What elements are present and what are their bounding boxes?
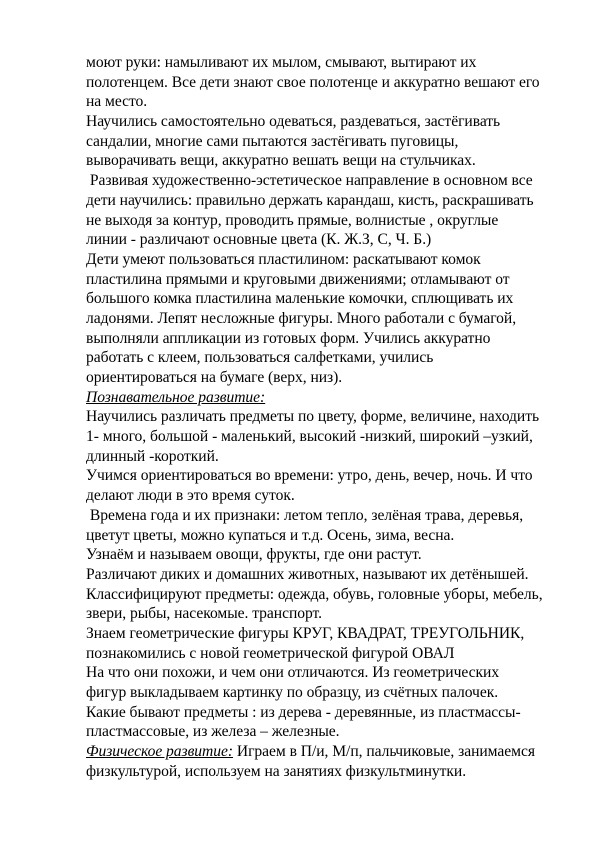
text-line: Учимся ориентироваться во времени: утро, день, вечер, ночь. И что (86, 467, 533, 485)
text-line: Развивая художественно-эстетическое направление в основном все (86, 172, 533, 190)
text-line: 1- много, большой - маленький, высокий -низкий, широкий –узкий, (86, 428, 533, 446)
text-line: Различают диких и домашних животных, называют их детёнышей. (86, 565, 529, 583)
text-line: линии - различают основные цвета (К. Ж.З, С, Ч. Б.) (86, 231, 432, 249)
section-heading-physical: Физическое развитие: (86, 743, 234, 761)
text-line: на место. (86, 93, 148, 111)
text-line: пластмассовые, из железа – железные. (86, 723, 340, 741)
text-line: познакомились с новой геометрической фигурой ОВАЛ (86, 644, 455, 662)
text-line: фигур выкладываем картинку по образцу, из счётных палочек. (86, 684, 499, 701)
text-line: сандалии, многие сами пытаются застёгивать пуговицы, (86, 132, 459, 150)
text-line: пластилина прямыми и круговыми движениями; отламывают от (86, 270, 510, 288)
text-line: большого комка пластилина маленькие комочки, сплющивать их (86, 290, 514, 308)
text-line: Научились различать предметы по цвету, форме, величине, находить (86, 408, 540, 426)
text-line: моют руки: намыливают их мылом, смывают, вытирают их (86, 54, 477, 71)
text-line: физкультурой, используем на занятиях физкультминутки. (86, 762, 467, 780)
text-line: делают люди в это время суток. (86, 487, 295, 505)
text-line: Дети умеют пользоваться пластилином: раскатывают комок (86, 250, 481, 268)
text-line: не выходя за контур, проводить прямые, волнистые , округлые (86, 211, 499, 229)
text-line: выполняли аппликации из готовых форм. Учились аккуратно (86, 329, 491, 347)
text-line: Узнаём и называем овощи, фрукты, где они растут. (86, 546, 422, 564)
text-line: Какие бывают предметы : из дерева - деревянные, из пластмассы- (86, 703, 521, 721)
text-line: цветут цветы, можно купаться и т.д. Осень, зима, весна. (86, 526, 455, 544)
text-line: длинный -короткий. (86, 447, 219, 465)
text-line: На что они похожи, и чем они отличаются. Из геометрических (86, 664, 500, 682)
text-line: Времена года и их признаки: летом тепло, зелёная трава, деревья, (86, 506, 524, 524)
text-line: звери, рыбы, насекомые. транспорт. (86, 605, 322, 623)
text-line: ориентироваться на бумаге (верх, низ). (86, 369, 343, 386)
text-line: ладонями. Лепят несложные фигуры. Много работали с бумагой, (86, 309, 517, 327)
text-line: Научились самостоятельно одеваться, раздеваться, застёгивать (86, 113, 501, 131)
text-line: дети научились: правильно держать карандаш, кисть, раскрашивать (86, 191, 534, 209)
text-line: полотенцем. Все дети знают свое полотенце и аккуратно вешают его (86, 73, 540, 91)
text-line: работать с клеем, пользоваться салфетками, учились (86, 349, 434, 367)
text-line: Знаем геометрические фигуры КРУГ, КВАДРАТ, ТРЕУГОЛЬНИК, (86, 624, 525, 642)
physical-development-line (86, 742, 556, 762)
section-heading-cognitive: Познавательное развитие: (86, 388, 266, 406)
physical-development-text: Играем в П/и, М/п, пальчиковые, занимаемся (233, 743, 535, 761)
text-line: Классифицируют предметы: одежда, обувь, головные уборы, мебель, (86, 585, 543, 603)
text-line: выворачивать вещи, аккуратно вешать вещи на стульчиках. (86, 152, 476, 170)
document-body (86, 53, 556, 781)
